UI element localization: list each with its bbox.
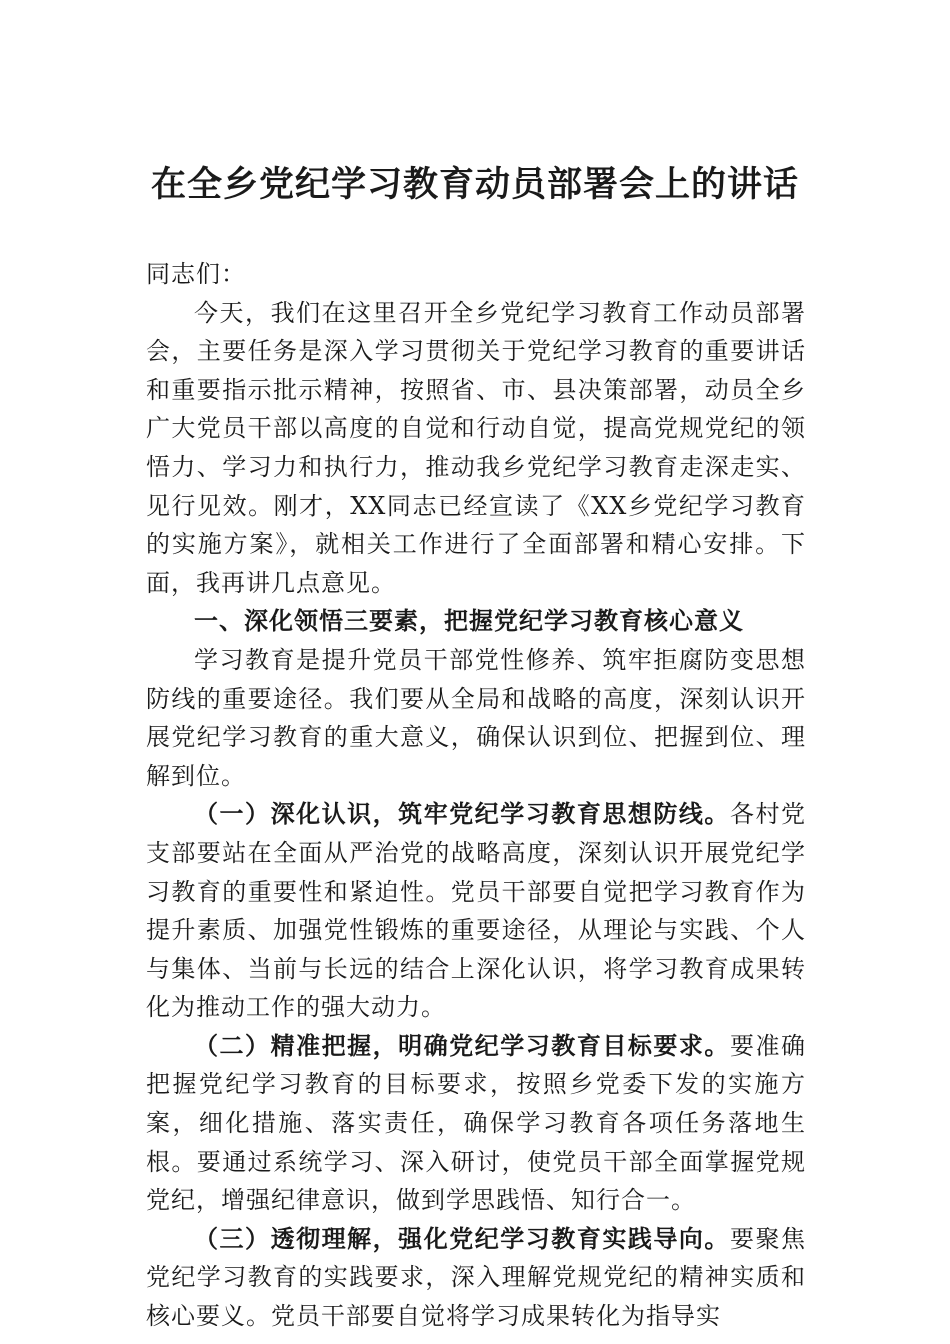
paragraph-text: 学习教育是提升党员干部党性修养、筑牢拒腐防变思想防线的重要途径。我们要从全局和战略的高度，深刻认识开展党纪学习教育的重大意义，确保认识到位、把握到位、理解到位。 (146, 645, 806, 790)
salutation: 同志们： (146, 260, 246, 288)
paragraph-subsection-3 (146, 1220, 806, 1336)
subsection-lead: （三）透彻理解，强化党纪学习教育实践导向。 (194, 1223, 730, 1253)
subsection-lead: （一）深化认识，筑牢党纪学习教育思想防线。 (194, 799, 730, 829)
paragraph-subsection-2 (146, 1027, 806, 1220)
subsection-lead: （二）精准把握，明确党纪学习教育目标要求。 (194, 1030, 730, 1060)
document-body (146, 255, 806, 1336)
paragraph-text: 今天，我们在这里召开全乡党纪学习教育工作动员部署会，主要任务是深入学习贯彻关于党纪学习教育的重要讲话和重要指示批示精神，按照省、市、县决策部署，动员全乡广大党员干部以高度的自觉和行动自觉，提高党规党纪的领悟力、学习力和执行力，推动我乡党纪学习教育走深走实、见行见效。刚才，XX同志已经宣读了《XX乡党纪学习教育的实施方案》，就相关工作进行了全面部署和精心安排。下面，我再讲几点意见。 (146, 298, 806, 597)
paragraph-intro (146, 294, 806, 603)
paragraph-text: 要准确把握党纪学习教育的目标要求，按照乡党委下发的实施方案，细化措施、落实责任，确保学习教育各项任务落地生根。要通过系统学习、深入研讨，使党员干部全面掌握党规党纪，增强纪律意识，做到学思践悟、知行合一。 (146, 1031, 807, 1215)
paragraph-text: 各村党支部要站在全面从严治党的战略高度，深刻认识开展党纪学习教育的重要性和紧迫性。党员干部要自觉把学习教育作为提升素质、加强党性锻炼的重要途径，从理论与实践、个人与集体、当前与长远的结合上深化认识，将学习教育成果转化为推动工作的强大动力。 (146, 800, 807, 1022)
paragraph-text: 要聚焦党纪学习教育的实践要求，深入理解党规党纪的精神实质和核心要义。党员干部要自觉将学习成果转化为指导实 (146, 1224, 807, 1331)
document-title: 在全乡党纪学习教育动员部署会上的讲话 (150, 164, 799, 205)
paragraph-section-1-intro (146, 641, 806, 795)
section-heading-1: 一、深化领悟三要素，把握党纪学习教育核心意义 (194, 607, 744, 636)
paragraph-subsection-1 (146, 795, 806, 1027)
